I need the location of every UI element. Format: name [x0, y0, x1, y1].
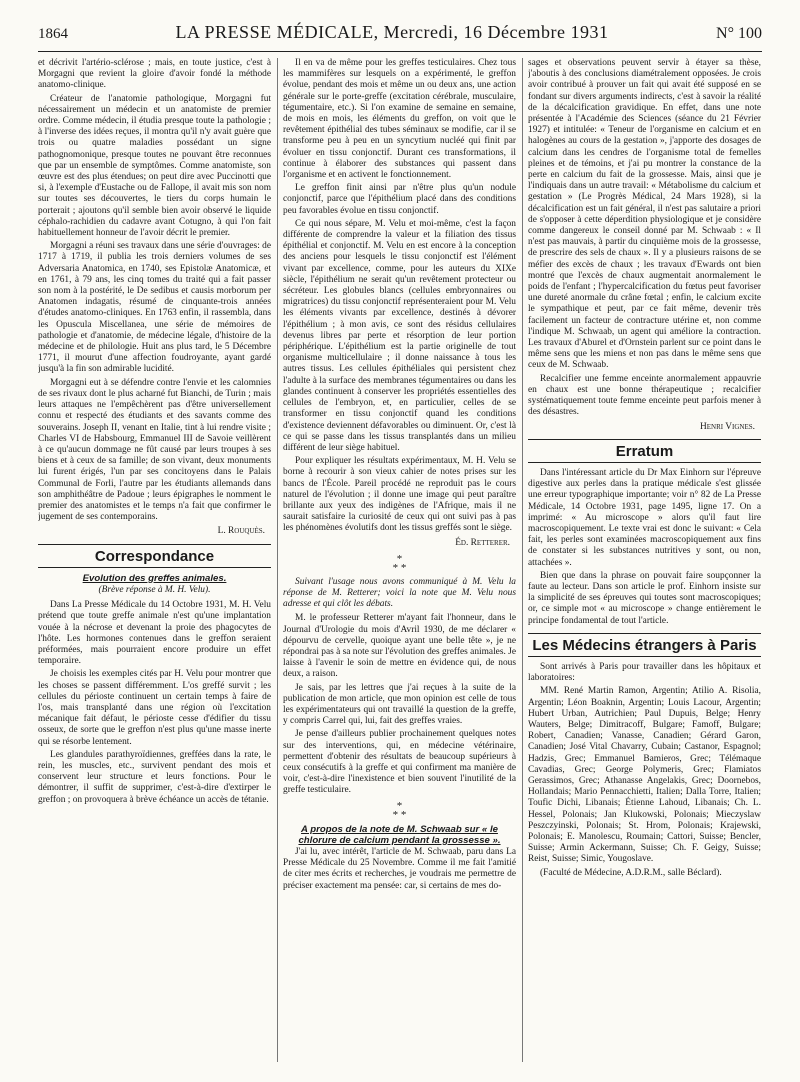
editor-note: Suivant l'usage nous avons communiqué à M. Velu la réponse de M. Retterer; voici la note que M. Velu nous adresse et qui clôt les débats.	[283, 576, 516, 610]
signature: L. Rouquès.	[217, 526, 265, 537]
paragraph: Je pense d'ailleurs publier prochainement quelques notes sur des interventions, qui, en médecine vétérinaire, permettent d'obtenir des résultats de beaucoup supérieurs à ceux consécutifs à la greffe et qui confirment ma manière de voir, c'est-à-dire l'inexistence et bien souvent l'inutilité de la greffe testiculaire.	[283, 729, 516, 796]
paragraph: M. le professeur Retterer m'ayant fait l'honneur, dans le Journal d'Urologie du mois d'Avril 1930, de me déclarer « dépourvu de cervelle, quoique ayant une belle tête », je ne répondrai pas à sa note sur l'évolution des greffes animales. Je laisse à l'avenir le soin de mettre en évidence qui, de nous deux, a raison.	[283, 613, 516, 680]
paragraph: Morgagni eut à se défendre contre l'envie et les calomnies de ses rivaux dont le plus acharné fut Bianchi, de Turin ; mais leurs attaques ne l'empêchèrent pas d'être universellement connu et respecté des étudiants et des savants comme des souverains. Joseph II, venant en Italie, tint à lui rendre visite ; Charles VI de Habsbourg, Emmanuel III de Savoie veillèrent à ce qu'aucun dommage ne fût causé par leurs troupes à ses biens et à ceux de sa famille; de son vivant, deux monuments lui furent érigés, l'un par ses concitoyens dans le Palais Communal de Forli, l'autre par les étudiants allemands dans son amphithéâtre de Padoue ; leurs épigraphes le nomment le premier des anatomistes et le temps n'a fait que confirmer le jugement de ses contemporains.	[38, 377, 271, 523]
star-line: *	[396, 799, 403, 812]
column-3	[528, 58, 761, 1072]
section-title-correspondance: Correspondance	[38, 544, 271, 568]
paragraph: Je choisis les exemples cités par H. Velu pour montrer que les choses se passent différemment. L'os greffé survit ; les cellules du périoste continuent un certain temps à faire de l'os, mais transplanté dans une région où l'excitation mécanique fait défaut, le périoste cesse d'édifier du tissu osseux, de sorte que le greffon n'est plus qu'une masse inerte qui se résorbe lentement.	[38, 669, 271, 747]
stars-separator	[283, 552, 516, 574]
issue-number: N° 100	[716, 25, 762, 42]
paragraph: Les glandules parathyroïdiennes, greffées dans la rate, le rein, les muscles, etc., survivent pendant des mois et conservent leur structure et leurs fonctions. Pour le démontrer, il suffit de supprimer, c'est-à-dire d'extirper le greffon ; on provoquera à brève échéance un accès de tétanie.	[38, 749, 271, 805]
article-subtitle: Evolution des greffes animales.	[82, 572, 227, 584]
paragraph: Créateur de l'anatomie pathologique, Morgagni fut nécessairement un médecin et un anatomiste de premier ordre. Comme médecin, il étudia presque toute la pathologie ; à l'inverse des idées reçues, il montra qu'il n'y avait guère que trois ou quatre maladies possédant un signe pathognomonique, presque toutes ne pouvant être reconnues que par un ensemble de symptômes. Comme anatomiste, son œuvre est des plus étendues; on peut dire avec Puccinotti que si, à l'exemple d'Eustache ou de Fallope, il avait mis son nom sur toutes ses découvertes, le tiers du corps humain le porterait ; ajoutons qu'il semble bien avoir observé le liquide céphalo-rachidien du cadavre avant Cotugno, à qui l'on fait habituellement honneur de l'avoir décrit le premier.	[38, 93, 271, 239]
paragraph: Bien que dans la phrase on pouvait faire soupçonner la faute au lecteur. Dans son article le prof. Einhorn insiste sur la simplicité de ses épreuves qui toutes sont macroscopiques; or, ce simple mot « au microscope » change entièrement le principe fondamental de tout l'article.	[528, 570, 761, 626]
section-title-erratum: Erratum	[528, 439, 761, 463]
signature: Éd. Retterer.	[455, 537, 510, 548]
stars-separator	[283, 799, 516, 821]
header-rule	[38, 51, 762, 52]
paragraph: Pour expliquer les résultats expérimentaux, M. H. Velu se borne à recourir à son vieux cahier de notes prises sur les bancs de l'École. Pareil procédé ne reproduit pas le cours naturel de l'évolution ; il donne une image qui peut paraître brillante aux yeux des indigènes de l'Afrique, mais il ne saurait satisfaire la curiosité de ceux qui ont suivi pas à pas les phénomènes évolutifs dont les tissus greffés sont le siège.	[283, 456, 516, 534]
paragraph: Il en va de même pour les greffes testiculaires. Chez tous les mammifères sur lesquels on a expérimenté, le greffon évolue, pendant des mois et même un ou deux ans, une action générale sur le porte-greffe (excitation cérébrale, musculaire, tégumentaire, etc.). Si l'on examine de semaine en semaine, de mois en mois, les éléments du greffon, on voit que le revêtement épithélial des tubes séminaux se modifie, car il se transforme peu à peu en un syncytium nucléé qui finit par évoluer en tissu conjonctif. Durant ces transformations, il continue à élaborer des substances qui passent dans l'organisme et en activent le fonctionnement.	[283, 58, 516, 181]
paragraph: Je sais, par les lettres que j'ai reçues à la suite de la publication de mon article, que mon opinion est celle de tous les expérimentateurs qui ont travaillé la question de la greffe, y compris Carrel qui, lui, fait des greffes vraies.	[283, 682, 516, 727]
paragraph: Dans l'intéressant article du Dr Max Einhorn sur l'épreuve digestive aux perles dans la pratique médicale s'est glissée une erreur typographique importante; voir n° 82 de La Presse Médicale, 14 Octobre 1931, page 1495, ligne 17. On a imprimé: « Au microscope » alors qu'il faut lire macroscopiquement. Le texte vrai est donc le suivant: « Cela fait, les perles sont examinées macroscopiquement aux fins de constater si les substances nutritives y sont, ou non, attachées ».	[528, 467, 761, 568]
signature: Henri Vignes.	[700, 421, 755, 432]
column-divider	[277, 58, 278, 1062]
page-number: 1864	[38, 26, 68, 42]
paragraph: Ce qui nous sépare, M. Velu et moi-même, c'est la façon différente de comprendre la valeur et la filiation des tissus épithélial et conjonctif. M. Velu en est encore à la conception des anciens pour lesquels le tissu conjonctif est l'élément vivant par excellence, comme, pour les auteurs du XIXe siècle, l'épithélium ne serait qu'un revêtement protecteur ou sécréteur. Les globules blancs (cellules embryonnaires ou migratrices) du tissu conjonctif représenteraient pour M. Velu les éléments vivants par excellence, destinés à dévorer l'épithélium ; à mon avis, ce sont des résidus cellulaires devenus libres par perte et résorption de leur portion périphérique. L'épithélium est la partie originelle de tout organisme multicellulaire ; il donne naissance à tous les autres tissus. Les cellules épithéliales qui persistent chez l'adulte à la surface des membranes tégumentaires ou dans les glandes continuent à conserver les propriétés essentielles des cellules de l'embryon, et, en particulier, celles de se transformer en tissu conjonctif quand les conditions d'existence deviennent défavorables ou diminuent. Or, c'est là ce qui se passe dans les tissus transplantés dans un milieu différent de leur siège habituel.	[283, 218, 516, 453]
paragraph: sages et observations peuvent servir à étayer sa thèse, j'aboutis à des conclusions diamétralement opposées. Je crois avoir contribué à prouver un fait qui avait été supposé en se fondant sur divers arguments indirects, c'est à savoir la réalité de la décalcification gravidique. En effet, dans une note présentée à l'Académie des Sciences (séance du 21 Février 1927) et intitulée: « Teneur de l'organisme en calcium et en halogènes au cours de la gestation », j'apporte des dosages de calcium dans les cendres de l'organisme total de femelles pleines et de témoins, et j'ai pu montrer la constance de la perte en calcium du fait de la grossesse. Mais, ainsi que je l'indiquais dans un autre travail: « Métabolisme du calcium et gestation » (Le Progrès Médical, 24 Mars 1928), si la décalcification est un fait général, il n'est pas salutaire a priori de s'opposer à cette déperdition physiologique et je considère comme dangereux le conseil donné par M. Schwaab : « Il n'est pas mauvais, à partir du cinquième mois de la grossesse, de prescrire des sels de chaux ». Il y a plusieurs raisons de se méfier des excès de chaux ; les travaux d'Ewards ont bien montré que l'excès de chaux augmentait anormalement le poids de l'enfant ; l'hypercalcification du fœtus peut favoriser une dureté anormale du crâne fœtal ; enfin, le calcium excite le sympathique et peut, par ce fait même, devenir très facilement un facteur de contracture utérine et, non comme l'indique M. Schwaab, un agent qui améliore la contraction. Les travaux d'Aburel et d'Ornstein parlent sur ce point dans le même sens que les miens et non pas dans le même sens que ceux de M. Schwaab.	[528, 58, 761, 371]
page-header	[38, 22, 762, 48]
paragraph: (Faculté de Médecine, A.D.R.M., salle Béclard).	[540, 867, 722, 878]
paragraph: MM. René Martin Ramon, Argentin; Atilio A. Risolia, Argentin; Léon Boaknin, Argentin; Louis Lacour, Argentin; Hubert Urban, Autrichien; Paul Dupuis, Belge; Henry Wauters, Belge; Dimitracoff, Bulgare; Famoff, Bulgare; Robert, Canadien; Vanasse, Canadien; Gérard Garon, Canadien; José Vital Chavarry, Cubain; Castanor, Espagnol; Hadzis, Grec; Emmanuel Bamieros, Grec; Télémaque Cavadias, Grec; George Polymeris, Grec; Flamiatos Gerassimos, Grec; Athanasse Angelakis, Grec; Doornebos, Hollandais; Mario Pennacchietti, Italien; Dalla Torre, Italien; Toufic Dichi, Libanais; Étienne Lahoud, Libanais; Ch. L. Hessel, Polonais; Jan Klukowski, Polonais; Mieczyslaw Peszczyinski, Polonais; St. Hrom, Polonais; Krajewski, Polonais; E. Manolescu, Roumain; Cattori, Suisse; Bencler, Suisse; Armin Ackermann, Suisse; Ch. F. Geigy, Suisse; Reist, Suisse; Simic, Yougoslave.	[528, 686, 761, 865]
journal-title: LA PRESSE MÉDICALE, Mercredi, 16 Décembre 1931	[175, 22, 609, 42]
paragraph: Morgagni a réuni ses travaux dans une série d'ouvrages: de 1717 à 1719, il publia les trois derniers volumes de ses Adversaria Anatomica, en 1740, ses Epistolæ Anatomicæ, et en 1761, à 79 ans, les cinq tomes du traité qui a fait passer son nom à la postérité, le De sedibus et causis morborum per Anatomen indagatis, résumé de cinquante-trois années d'études anatomo-cliniques. En 1763 enfin, il rassembla, dans les Opuscula Miscellanea, une série de mémoires de pathologie et d'anatomie, de médecine légale, d'histoire de la médecine et de philologie. Huit ans plus tard, le 5 Décembre 1771, il mourut d'une affection foudroyante, ayant gardé jusqu'à la fin son admirable lucidité.	[38, 241, 271, 375]
paragraph: Dans La Presse Médicale du 14 Octobre 1931, M. H. Velu prétend que toute greffe animale n'est qu'une implantation vouée à la nécrose et devenant la proie des phagocytes de l'hôte. Les hormones contenues dans le greffon seraient préformées, mais pourraient encore produire un effet temporaire.	[38, 600, 271, 667]
paragraph: Le greffon finit ainsi par n'être plus qu'un nodule conjonctif, parce que l'épithélium placé dans des conditions peu favorables évolue en tissu conjonctif.	[283, 183, 516, 216]
star-line: * *	[392, 808, 407, 821]
column-1	[38, 58, 271, 1072]
star-line: * *	[392, 561, 407, 574]
star-line: *	[396, 552, 403, 565]
paragraph: J'ai lu, avec intérêt, l'article de M. Schwaab, paru dans La Presse Médicale du 25 Novembre. Comme il me fait l'amitié de citer mes écrits et recherches, je voudrais me permettre de préciser exactement ma pensée: car, si certains de mes do-	[283, 847, 516, 891]
paragraph: Recalcifier une femme enceinte anormalement appauvrie en chaux est une bonne thérapeutique ; recalcifier systématiquement toute femme enceinte peut parfois mener à des désastres.	[528, 373, 761, 418]
section-title-medecins: Les Médecins étrangers à Paris	[528, 633, 761, 657]
paragraph: et décrivit l'artério-sclérose ; mais, en toute justice, c'est à Morgagni que revient la gloire d'avoir fondé la méthode anatomo-clinique.	[38, 58, 271, 91]
column-2	[283, 58, 516, 1072]
column-divider	[522, 58, 523, 1062]
article-subtitle: A propos de la note de M. Schwaab sur « le chlorure de calcium pendant la grossesse ».	[298, 823, 501, 846]
paragraph: Sont arrivés à Paris pour travailler dans les hôpitaux et laboratoires:	[528, 661, 761, 684]
article-subsubtitle: (Brève réponse à M. H. Velu).	[98, 584, 211, 595]
